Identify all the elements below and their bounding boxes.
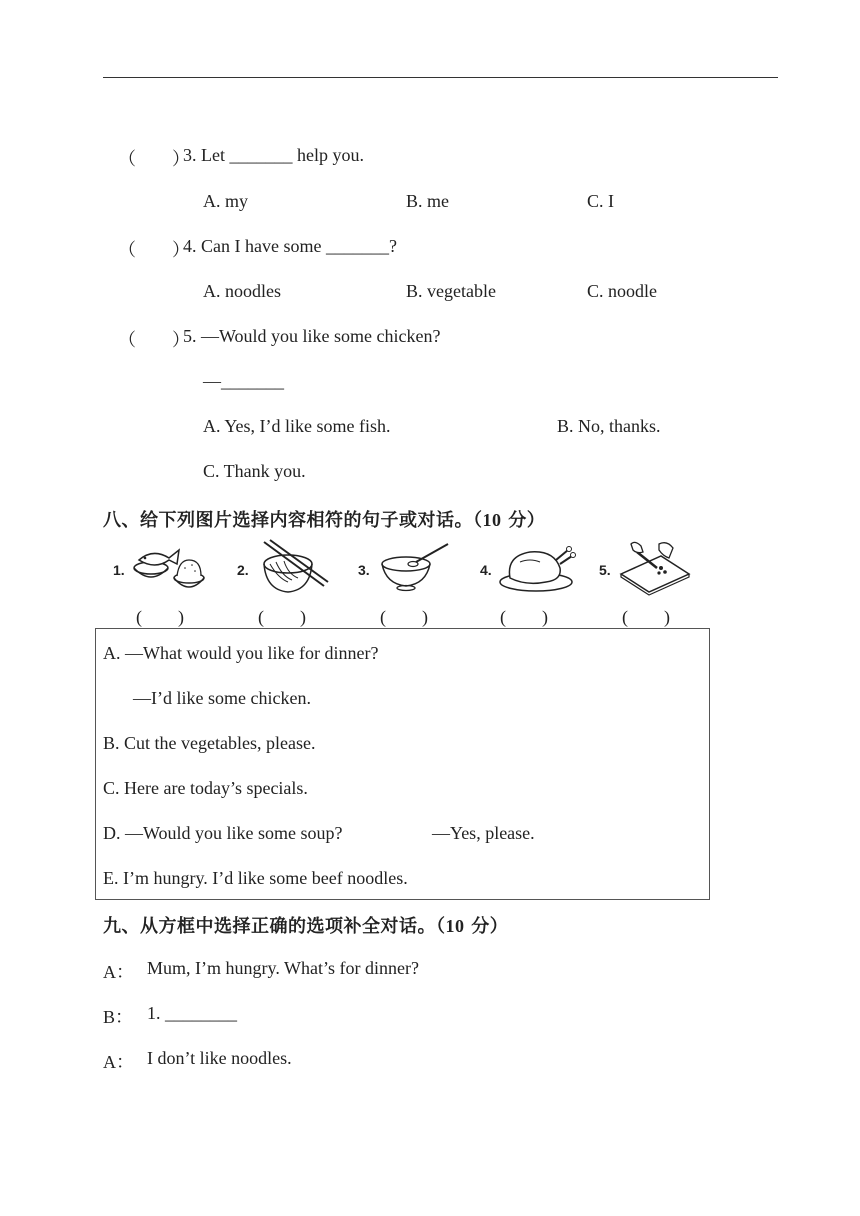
dialog-1-text: Mum, I’m hungry. What’s for dinner? [147,958,419,978]
answer-paren-q3[interactable]: （ ） [118,149,190,169]
dialog-3-speaker: A： [103,1052,134,1072]
picture-4-answer-paren[interactable]: ( ) [500,607,548,627]
picture-2-answer-paren[interactable]: ( ) [258,607,306,627]
picture-1-number: 1. [113,562,125,578]
section-9-title-end: 分） [464,916,509,937]
option-a-line-2: —I’d like some chicken. [133,688,311,708]
q5-option-a: A. Yes, I’d like some fish. [203,416,391,436]
picture-3-number: 3. [358,562,370,578]
section-8-heading [103,506,545,532]
picture-2-number: 2. [237,562,249,578]
q4-option-b: B. vegetable [406,281,496,301]
q4-option-c: C. noodle [587,281,657,301]
q5-option-c: C. Thank you. [203,461,306,481]
option-d-line-1: D. —Would you like some soup? [103,823,343,843]
question-3-stem: 3. Let _______ help you. [183,145,364,165]
section-9-title: 九、从方框中选择正确的选项补全对话。（ [103,916,446,937]
soup-bowl-icon [378,538,452,594]
picture-4-number: 4. [480,562,492,578]
picture-3-answer-paren[interactable]: ( ) [380,607,428,627]
q5-option-b: B. No, thanks. [557,416,661,436]
picture-5-number: 5. [599,562,611,578]
option-a-line-1: A. —What would you like for dinner? [103,643,379,663]
section-8-title-end: 分） [501,510,546,531]
picture-5-answer-paren[interactable]: ( ) [622,607,670,627]
section-9-heading [103,912,508,938]
cutting-vegetables-icon [617,538,693,594]
fish-and-rice-icon [131,538,211,594]
section-9-points: 10 [445,916,465,936]
option-c: C. Here are today’s specials. [103,778,308,798]
section-8-points: 10 [482,510,502,530]
header-rule [103,77,778,78]
dialog-2-speaker: B： [103,1007,134,1027]
dialog-3-text: I don’t like noodles. [147,1048,292,1068]
dialog-1-speaker: A： [103,962,134,982]
answer-paren-q4[interactable]: （ ） [118,240,190,260]
question-5-stem: 5. —Would you like some chicken? [183,326,441,346]
q5-answer-line: —_______ [203,371,284,391]
question-4-stem: 4. Can I have some _______? [183,236,397,256]
q4-option-a: A. noodles [203,281,281,301]
section-8-options-box [95,628,710,900]
q3-option-a: A. my [203,191,248,211]
q3-option-c: C. I [587,191,614,211]
noodles-bowl-icon [258,538,330,594]
picture-1-answer-paren[interactable]: ( ) [136,607,184,627]
roast-chicken-icon [496,538,580,594]
answer-paren-q5[interactable]: （ ） [118,330,190,350]
option-b: B. Cut the vegetables, please. [103,733,316,753]
section-8-title: 八、给下列图片选择内容相符的句子或对话。（ [103,510,483,531]
option-e: E. I’m hungry. I’d like some beef noodles. [103,868,408,888]
dialog-2-blank[interactable]: 1. ________ [147,1003,237,1023]
q3-option-b: B. me [406,191,449,211]
option-d-line-2: —Yes, please. [432,823,535,843]
